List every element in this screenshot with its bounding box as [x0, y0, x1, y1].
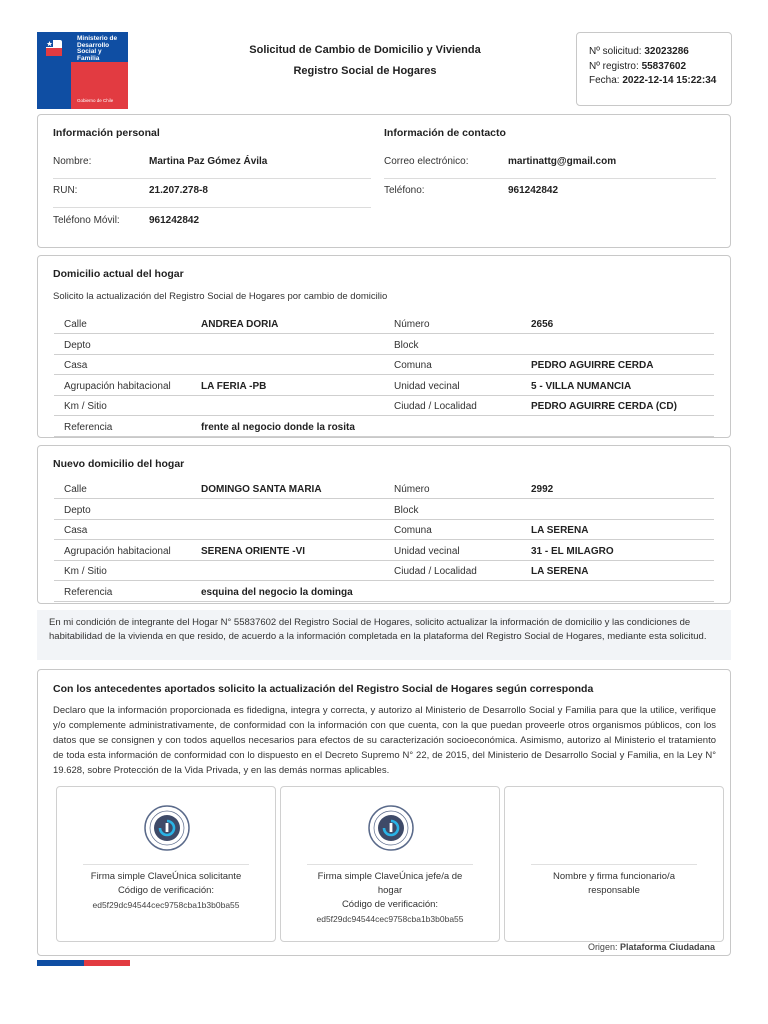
field-value: 2656	[531, 319, 554, 330]
claveunica-seal-icon	[143, 804, 191, 852]
field-label: Agrupación habitacional	[64, 546, 171, 557]
table-row	[54, 376, 714, 396]
telefono-label: Teléfono:	[384, 185, 425, 196]
signature-label: Firma simple ClaveÚnica jefe/a de hogar	[317, 871, 463, 896]
registro-value: 55837602	[641, 60, 687, 72]
field-label: Depto	[64, 340, 91, 351]
nombre-label: Nombre:	[53, 156, 92, 167]
field-label: Km / Sitio	[64, 401, 107, 412]
field-value: 31 - EL MILAGRO	[531, 546, 614, 557]
table-row	[54, 520, 714, 540]
claveunica-seal-icon	[367, 804, 415, 852]
ministry-name: Ministerio de Desarrollo Social y Familia	[77, 35, 118, 62]
table-row	[54, 500, 714, 520]
signature-box-funcionario	[504, 786, 724, 942]
origin-line	[588, 942, 715, 952]
field-label: Calle	[64, 484, 87, 495]
verification-code: ed5f29dc94544cec9758cba1b3b0ba55	[316, 914, 464, 924]
field-value: ANDREA DORIA	[201, 319, 279, 330]
solicitud-label: Nº solicitud:	[589, 46, 642, 57]
table-row	[54, 479, 714, 499]
fecha-value: 2022-12-14 15:22:34	[622, 75, 717, 86]
current-address-subtitle: Solicito la actualización del Registro Social de Hogares por cambio de domicilio	[53, 291, 388, 302]
movil-value: 961242842	[149, 215, 200, 226]
signature-box-solicitante	[56, 786, 276, 942]
legal-text: Declaro que la información proporcionada es fidedigna, integra y correcta, y autorizo al Ministerio de Desarrollo Social y Familia para que la utilice, verifique y/o complemente administrativamente, de conformidad con la información con que cuenta, con la que puedan proveerle otros organismos públicos, con los datos que se consignen y con todos aquellos necesarios para efectos de su caracterización socioeconómica. Asimismo, autorizo al Ministerio el tratamiento de toda esta información de conformidad con lo dispuesto en el Decreto Supremo N° 22, de 2015, del Ministerio de Desarrollo Social y Familia, en la Ley N° 19.628, sobre Protección de la Vida Privada, y en las demás normas aplicables.	[53, 705, 716, 776]
field-value: frente al negocio donde la rosita	[201, 422, 355, 433]
field-label: Calle	[64, 319, 87, 330]
gobierno-text: Gobierno de Chile	[77, 98, 114, 103]
field-label: Block	[394, 340, 419, 351]
table-row	[54, 355, 714, 375]
signature-info	[311, 870, 469, 926]
field-label: Casa	[64, 360, 88, 371]
field-label: Unidad vecinal	[394, 546, 460, 557]
table-row	[54, 335, 714, 355]
nombre-value: Martina Paz Gómez Ávila	[149, 156, 268, 167]
new-address-card	[37, 445, 731, 604]
current-address-title: Domicilio actual del hogar	[53, 268, 184, 280]
field-value: PEDRO AGUIRRE CERDA	[531, 360, 654, 371]
table-row	[54, 314, 714, 334]
signature-info	[67, 870, 265, 912]
email-value: martinattg@gmail.com	[508, 156, 617, 167]
movil-label: Teléfono Móvil:	[53, 215, 120, 226]
table-row	[54, 541, 714, 561]
verification-label: Código de verificación:	[341, 899, 439, 910]
origin-value: Plataforma Ciudadana	[619, 942, 715, 952]
divider	[384, 178, 716, 179]
signature-info	[535, 870, 693, 898]
divider	[531, 864, 697, 865]
email-label: Correo electrónico:	[384, 156, 469, 167]
current-address-card	[37, 255, 731, 438]
field-label: Agrupación habitacional	[64, 381, 171, 392]
run-value: 21.207.278-8	[149, 185, 208, 196]
table-row	[54, 561, 714, 581]
signature-label: Firma simple ClaveÚnica solicitante	[90, 871, 242, 882]
field-label: Ciudad / Localidad	[394, 401, 477, 412]
telefono-value: 961242842	[508, 185, 559, 196]
field-label: Unidad vecinal	[394, 381, 460, 392]
request-info-box	[576, 32, 732, 106]
fecha-label: Fecha:	[589, 75, 620, 86]
run-label: RUN:	[53, 185, 78, 196]
divider	[307, 864, 473, 865]
table-row	[54, 396, 714, 416]
verification-label: Código de verificación:	[117, 885, 215, 896]
new-address-title: Nuevo domicilio del hogar	[53, 458, 185, 470]
field-label: Número	[394, 319, 430, 330]
field-value: LA FERIA -PB	[201, 381, 267, 392]
signature-label: Nombre y firma funcionario/a responsable	[553, 871, 675, 896]
field-label: Depto	[64, 505, 91, 516]
field-value: 5 - VILLA NUMANCIA	[531, 381, 632, 392]
solicitud-value: 32023286	[644, 46, 689, 57]
field-label: Comuna	[394, 360, 432, 371]
field-label: Número	[394, 484, 430, 495]
field-label: Referencia	[64, 587, 113, 598]
verification-code: ed5f29dc94544cec9758cba1b3b0ba55	[92, 900, 240, 910]
field-label: Comuna	[394, 525, 432, 536]
divider	[53, 178, 371, 179]
field-value: DOMINGO SANTA MARIA	[201, 484, 322, 495]
field-value: LA SERENA	[531, 525, 589, 536]
field-value: SERENA ORIENTE -VI	[201, 546, 306, 557]
contact-info-title: Información de contacto	[384, 127, 506, 139]
field-label: Block	[394, 505, 419, 516]
field-label: Referencia	[64, 422, 113, 433]
personal-info-card	[37, 114, 731, 248]
table-row	[54, 582, 714, 602]
field-value: LA SERENA	[531, 566, 589, 577]
divider	[83, 864, 249, 865]
table-row	[54, 417, 714, 437]
declaration-text: En mi condición de integrante del Hogar N° 55837602 del Registro Social de Hogares, solicito actualizar la información de domicilio y las condiciones de habitabilidad de la vivienda en que resido, de acuerdo a la información completada en la plataforma del Registro Social de Hogares, mediante esta solicitud.	[37, 610, 731, 660]
divider	[53, 207, 371, 208]
personal-info-title: Información personal	[53, 127, 160, 139]
flag-color-bar	[37, 960, 130, 966]
field-value: PEDRO AGUIRRE CERDA (CD)	[531, 401, 677, 412]
field-label: Casa	[64, 525, 88, 536]
legal-card	[37, 669, 731, 956]
legal-title: Con los antecedentes aportados solicito la actualización del Registro Social de Hogares según corresponda	[53, 683, 594, 695]
coat-of-arms-icon	[43, 37, 65, 59]
signature-box-jefe-hogar	[280, 786, 500, 942]
document-subtitle: Registro Social de Hogares	[293, 65, 437, 77]
document-title: Solicitud de Cambio de Domicilio y Vivienda	[249, 44, 481, 56]
registro-label: Nº registro:	[589, 60, 639, 72]
origin-label: Origen:	[587, 942, 618, 952]
ministry-logo	[37, 32, 128, 109]
field-label: Ciudad / Localidad	[394, 566, 477, 577]
field-value: 2992	[531, 484, 554, 495]
field-label: Km / Sitio	[64, 566, 107, 577]
field-value: esquina del negocio la dominga	[201, 587, 353, 598]
